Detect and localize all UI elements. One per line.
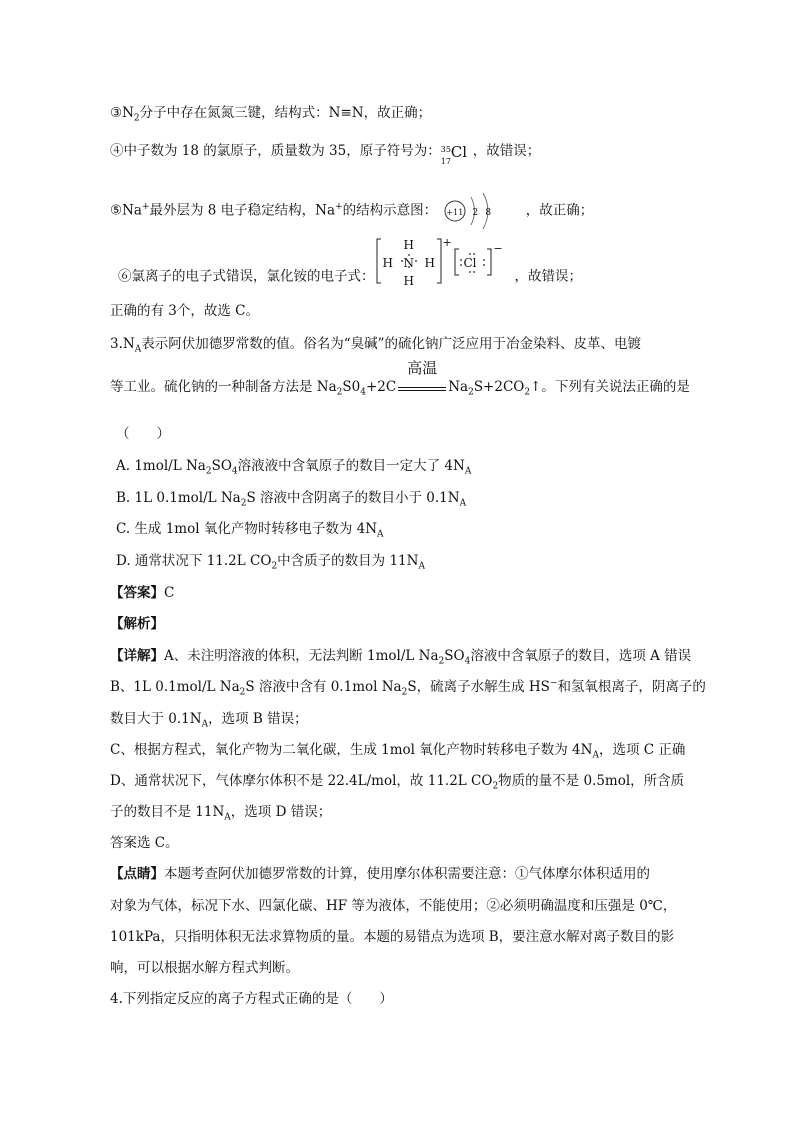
detail-line-3: 数目大于 $0.1N_A$，选项 B 错误； (110, 711, 308, 730)
detail-line-2: B、1L 0.1mol/L $Na_2S$ 溶液中含有 0.1mol $Na_2S$，硫离子水解生成 HS−和氢氧根离子，阴离子的 (110, 678, 706, 698)
analysis-label: 【解析】 (110, 616, 164, 632)
option-a: A. 1mol/L $Na_2SO_4$溶液液中含氧原子的数目一定大了 $4N_A$ (116, 458, 472, 477)
high-temperature-condition: 高温 (396, 378, 448, 398)
option-c: C. 生成 1mol 氧化产物时转移电子数为 $4N_A$ (116, 521, 384, 540)
detail-line-5: D、通常状况下，气体摩尔体积不是 22.4L/mol，故 11.2L $CO_2$物质的量不是 0.5mol，所含质 (110, 773, 685, 792)
line-conclusion: 正确的有 3个，故选 C。 (110, 303, 260, 319)
ammonium-chloride-electron-formula: H H N H H + Cl − (375, 251, 515, 303)
detail-line-4: C、根据方程式，氧化产物为二氧化碳，生成 1mol 氧化产物时转移电子数为 $4N_A$，选项 C 正确 (110, 742, 686, 761)
question-3-stem-line-2: 等工业。硫化钠的一种制备方法是 $Na_2S0_4+2C$ 高温 $Na_2S+2CO_2↑$。下列有关说法正确的是 (110, 358, 690, 398)
line-ammonium-chloride: ⑥氯离子的电子式错误，氯化铵的电子式： H H N H H + Cl − ，故错误； (118, 251, 582, 303)
question-3-paren: （ ） (116, 426, 170, 442)
line-sodium-ion: ⑤Na+最外层为 8 电子稳定结构，Na+的结构示意图： +11 2 8 ，故正确； (110, 191, 593, 231)
keypoint-line-2: 对象为气体，标况下水、四氯化碳、HF 等为液体，不能使用；②必须明确温度和压强是 0℃， (110, 898, 677, 914)
question-3-stem-line-1: $3.N_A$表示阿伏加德罗常数的值。俗名为“臭碱”的硫化钠广泛应用于冶金染料、皮革、电镀 (110, 336, 642, 355)
detail-line-1: 【详解】A、未注明溶液的体积，无法判断 1mol/L $Na_2SO_4$溶液中含氧原子的数目，选项 A 错误 (110, 648, 692, 667)
detail-line-6: 子的数目不是 $11N_A$，选项 D 错误； (110, 804, 332, 823)
answer: 【答案】C (110, 585, 175, 601)
line-n2-structure: $③N_2$分子中存在氮氮三键，结构式：N≡N，故正确； (110, 105, 432, 124)
sodium-ion-structure-diagram: +11 2 8 (441, 191, 521, 231)
option-d: D. 通常状况下 11.2L $CO_2$中含质子的数目为 $11N_A$ (116, 553, 425, 572)
chlorine-nuclide-symbol: 35 17 Cl (440, 142, 468, 166)
keypoint-line-3: 101kPa，只指明体积无法求算物质的量。本题的易错点为选项 B，要注意水解对离子数目的影 (110, 929, 675, 945)
option-b: B. 1L 0.1mol/L $Na_2S$ 溶液中含阴离子的数目小于 $0.1N_A$ (116, 490, 467, 509)
detail-line-7: 答案选 C。 (110, 835, 179, 851)
line-chlorine-atom: ④中子数为 18 的氯原子，质量数为 35，原子符号为： 35 17 Cl ，故错误； (110, 142, 541, 166)
question-4-stem: 4.下列指定反应的离子方程式正确的是（ ） (110, 991, 393, 1007)
keypoint-line-4: 响，可以根据水解方程式判断。 (110, 960, 299, 976)
keypoint-line-1: 【点睛】本题考查阿伏加德罗常数的计算，使用摩尔体积需要注意：①气体摩尔体积适用的 (110, 866, 650, 882)
